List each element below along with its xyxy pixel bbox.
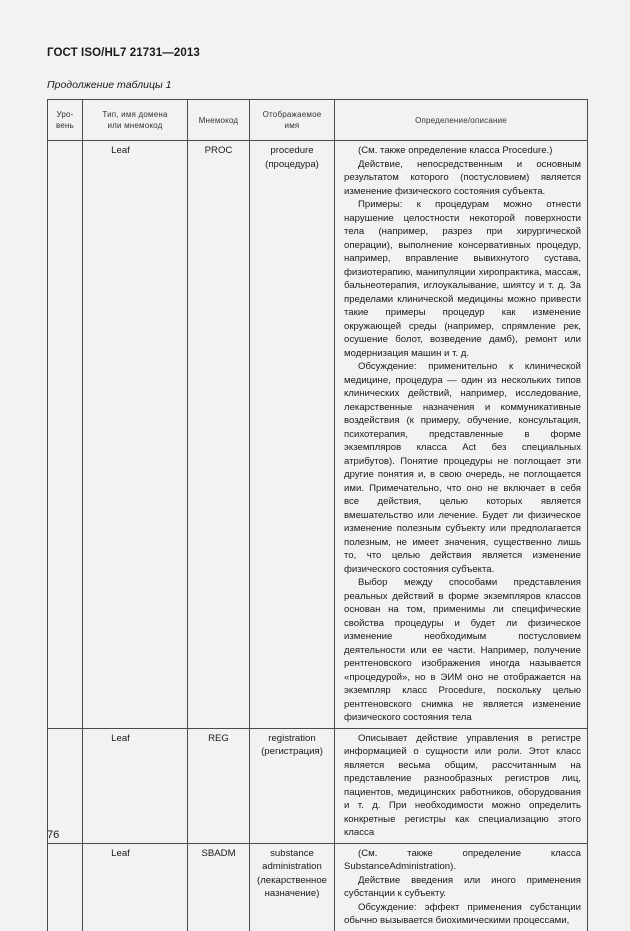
cell-level (48, 141, 83, 729)
col-header-mnemonic: Мнемокод (188, 100, 250, 141)
table-row (48, 843, 588, 931)
cell-mnemonic: PROC (188, 141, 250, 729)
cell-type: Leaf (83, 141, 188, 729)
cell-display-name: substance administration (лекарственное назначение) (250, 843, 335, 931)
col-header-type: Тип, имя домена или мнемокод (83, 100, 188, 141)
definition-paragraph: Описывает действие управления в регистре информацией о сущности или роли. Этот класс является весьма общим, рассчитанным на представление разнообразных регистров лиц, пациентов, медицинских работников, оборудования и т. д. При необходимости можно определить конкретные регистры как специализацию этого класса (344, 732, 581, 838)
cell-display-name: procedure (процедура) (250, 141, 335, 729)
table-row (48, 141, 588, 729)
cell-definition (335, 141, 588, 729)
cell-display-name: registration (регистрация) (250, 728, 335, 843)
definition-paragraph: Обсуждение: эффект применения субстанции обычно вызывается биохимическими процессами, (344, 901, 581, 926)
cell-type: Leaf (83, 843, 188, 931)
cell-mnemonic: REG (188, 728, 250, 843)
page-number: 76 (47, 829, 60, 841)
cell-level (48, 843, 83, 931)
col-header-level: Уро- вень (48, 100, 83, 141)
definition-paragraph: (См. также определение класса Procedure.) (358, 145, 553, 156)
definition-paragraph: Действие, непосредственным и основным результатом которого (постусловием) является изменение физического состояния субъекта. (344, 158, 581, 197)
definition-paragraph: (См. также определение класса SubstanceAdministration). (344, 847, 581, 872)
definitions-table (47, 99, 588, 931)
cell-definition (335, 728, 588, 843)
table-header-row (48, 100, 588, 141)
definition-paragraph: Примеры: к процедурам можно отнести нарушение целостности некоторой поверхности тела (например, разрез при хирургической операции), выполнение консервативных процедур, например, вправление вывихнутого сустава, физиотерапию, манипуляции хиропрактика, массаж, бальнеотерапия, иглоукалывание, шиятсу и т. д. За пределами клинической медицины можно привести такие примеры процедур как изменение окружающей среды (например, спрямление рек, осушение болот, возведение дамб), ремонт или модернизация машин и т. д. (344, 199, 581, 359)
document-header-title: ГОСТ ISO/HL7 21731—2013 (47, 47, 200, 59)
cell-definition (335, 843, 588, 931)
col-header-display-name: Отображаемое имя (250, 100, 335, 141)
cell-level (48, 728, 83, 843)
definition-paragraph: Обсуждение: применительно к клинической медицине, процедура — один из нескольких типов клинических действий, например, исследование, лекарственные назначения и коммуникативные воздействия (к примеру, обучение, консультация, психотерапия, представленные в форме экземпляров класса Act без специальных атрибутов). Понятие процедуры не поглощает эти другие понятия и, в свою очередь, не поглощается ими. Примечательно, что оно не включает в себя все действия, целью которых является вмешательство или лечение. Будет ли физическое изменение полезным субъекту или предполагается полезным, не имеет значения, существенно лишь то, что целью действия является изменение физического состояния субъекта. (344, 361, 581, 575)
table-continuation-caption: Продолжение таблицы 1 (47, 79, 172, 91)
definition-paragraph: Действие введения или иного применения субстанции к субъекту. (344, 874, 581, 899)
definition-paragraph: Выбор между способами представления реальных действий в форме экземпляров классов основан на том, применимы ли специфические свойства процедуры и будет ли физическое изменение необходимым постусловием деятельности или ее части. Например, получение рентгеновского изображения иногда называется «процедурой», но в ЭИМ оно не отображается на экземпляр класс Procedure, поскольку целью рентгеновского снимка не является изменение физического состояния тела (344, 577, 581, 723)
cell-type: Leaf (83, 728, 188, 843)
table-row (48, 728, 588, 843)
cell-mnemonic: SBADM (188, 843, 250, 931)
col-header-definition: Определение/описание (335, 100, 588, 141)
